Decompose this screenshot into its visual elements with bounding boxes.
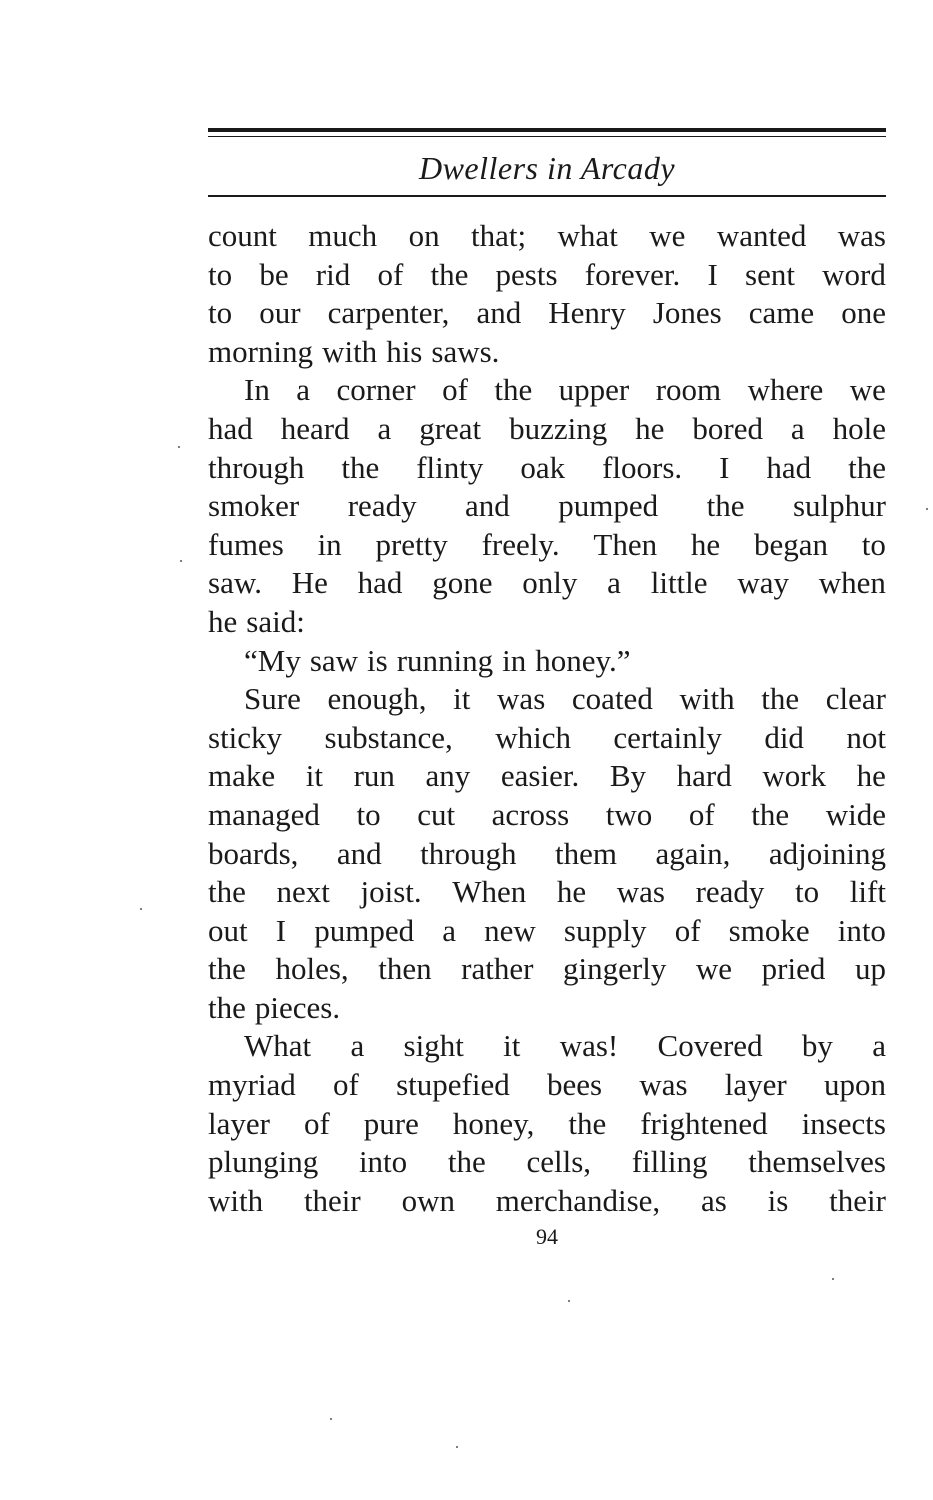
text-line: saw. He had gone only a little way when xyxy=(208,565,886,601)
text-line: In a corner of the upper room where we xyxy=(244,372,886,408)
text-line: with their own merchandise, as is their xyxy=(208,1182,886,1218)
scan-speck xyxy=(832,1278,834,1280)
text-line: through the flinty oak floors. I had the xyxy=(208,449,886,485)
header-rule-thick xyxy=(208,128,886,132)
text-line: fumes in pretty freely. Then he began to xyxy=(208,526,886,562)
text-line: he said: xyxy=(208,603,305,639)
body-text xyxy=(208,217,886,1220)
text-line: count much on that; what we wanted was xyxy=(208,218,886,253)
text-line: out I pumped a new supply of smoke into xyxy=(208,912,886,948)
text-line: What a sight it was! Covered by a xyxy=(244,1028,886,1064)
text-line: make it run any easier. By hard work he xyxy=(208,758,886,794)
text-line: had heard a great buzzing he bored a hole xyxy=(208,410,886,446)
text-line: boards, and through them again, adjoining xyxy=(208,835,886,871)
text-line: the holes, then rather gingerly we pried up xyxy=(208,951,886,987)
text-line: layer of pure honey, the frightened insects xyxy=(208,1105,886,1141)
text-line: to our carpenter, and Henry Jones came one xyxy=(208,295,886,331)
page-number: 94 xyxy=(536,1224,558,1249)
scan-speck xyxy=(568,1300,570,1302)
text-line: plunging into the cells, filling themselves xyxy=(208,1144,886,1180)
scan-speck xyxy=(330,1418,332,1420)
scan-speck xyxy=(140,908,142,910)
header-rule-bottom xyxy=(208,195,886,197)
text-line: Sure enough, it was coated with the clear xyxy=(244,681,886,717)
text-line: the next joist. When he was ready to lift xyxy=(208,874,886,910)
text-line: sticky substance, which certainly did not xyxy=(208,719,886,755)
text-line: to be rid of the pests forever. I sent word xyxy=(208,256,886,292)
text-line: managed to cut across two of the wide xyxy=(208,796,886,832)
running-head: Dwellers in Arcady xyxy=(418,150,676,186)
text-line: “My saw is running in honey.” xyxy=(244,642,631,678)
scan-speck xyxy=(926,508,928,510)
text-line: the pieces. xyxy=(208,989,341,1025)
text-line: morning with his saws. xyxy=(208,333,500,369)
header-rule-thin xyxy=(208,136,886,137)
scan-speck xyxy=(178,446,180,448)
text-line: myriad of stupefied bees was layer upon xyxy=(208,1067,886,1103)
scan-speck xyxy=(180,560,182,562)
text-line: smoker ready and pumped the sulphur xyxy=(208,488,886,524)
scan-speck xyxy=(456,1446,458,1448)
